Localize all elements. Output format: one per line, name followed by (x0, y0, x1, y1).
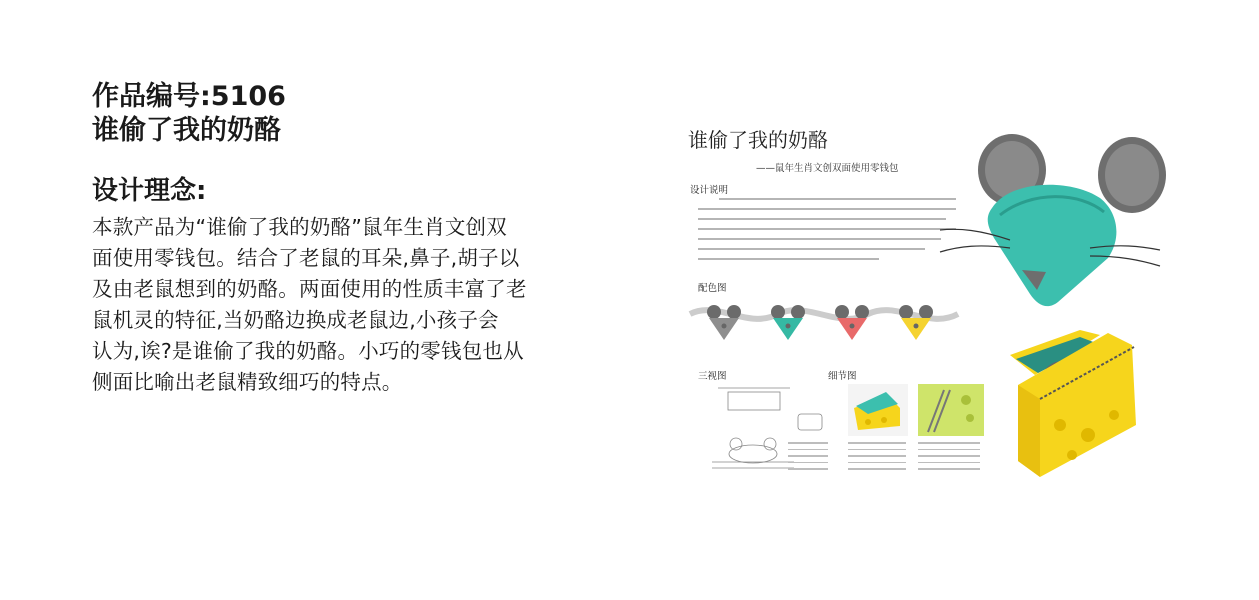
work-title: 谁偷了我的奶酪 (92, 115, 281, 146)
concept-line: 本款产品为“谁偷了我的奶酪”鼠年生肖文创双 (92, 215, 507, 239)
color-variant-mouse (899, 305, 933, 340)
poster-section-design: 设计说明 (690, 185, 729, 196)
concept-line: 认为,诶?是谁偷了我的奶酪。小巧的零钱包也从 (92, 339, 524, 363)
cheese-coin-purse-yellow (1000, 315, 1170, 485)
poster-title: 谁偷了我的奶酪 (688, 128, 828, 152)
mouse-coin-purse-teal (940, 120, 1160, 320)
work-number: 作品编号:5106 (92, 81, 286, 112)
poster-section-details: 细节图 (828, 371, 857, 382)
text-column (92, 80, 612, 398)
concept-line: 面使用零钱包。结合了老鼠的耳朵,鼻子,胡子以 (92, 246, 520, 270)
poster-description-text (698, 198, 956, 268)
poster-subtitle: ——鼠年生肖文创双面使用零钱包 (756, 163, 899, 174)
concept-line: 及由老鼠想到的奶酪。两面使用的性质丰富了老 (92, 277, 527, 301)
concept-paragraph (92, 212, 592, 398)
concept-heading: 设计理念: (92, 176, 207, 206)
detail-caption-2 (918, 442, 980, 475)
poster-section-colors: 配色图 (698, 283, 727, 294)
detail-caption-1 (848, 442, 906, 475)
three-view-notes (788, 442, 828, 475)
three-view-drawing (698, 382, 828, 492)
poster-section-views: 三视图 (698, 371, 727, 382)
color-variant-mouse (835, 305, 869, 340)
detail-photos (848, 384, 988, 439)
concept-line: 鼠机灵的特征,当奶酪边换成老鼠边,小孩子会 (92, 308, 499, 332)
concept-line: 侧面比喻出老鼠精致细巧的特点。 (92, 370, 403, 394)
